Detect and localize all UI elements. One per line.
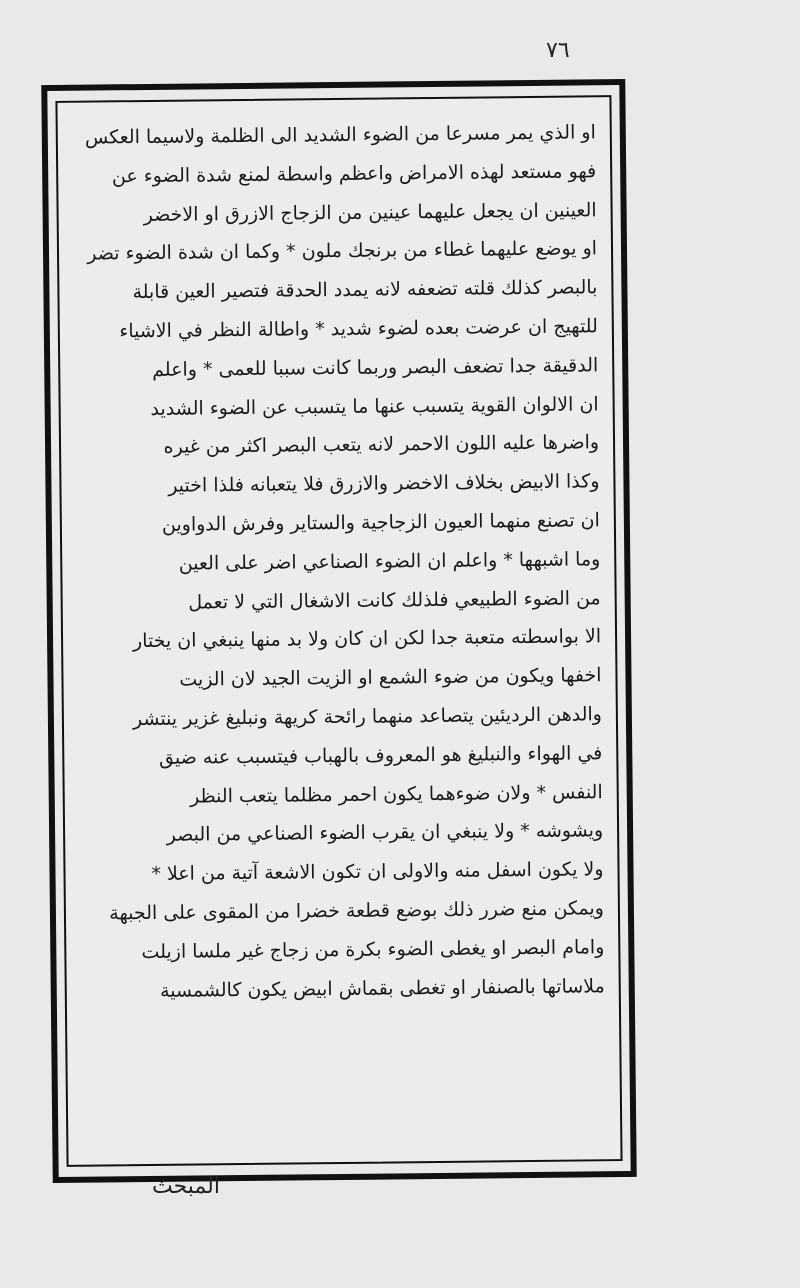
text-line: والدهن الرديئين يتصاعد منهما رائحة كريهة ونبليغ غزير ينتشر [132,703,603,731]
text-line: او يوضع عليهما غطاء من برنجك ملون * وكما ان شدة الضوء تضر [87,237,598,266]
text-line: الا بواسطته متعبة جدا لكن ان كان ولا بد منها ينبغي ان يختار [132,625,602,653]
text-line: للتهيج ان عرضت بعده لضوء شديد * واطالة النظر في الاشياء [119,315,598,343]
text-line: اخفها ويكون من ضوء الشمع او الزيت الجيد لان الزيت [179,664,602,691]
text-line: ملاساتها بالصنفار او تغطى بقماش ابيض يكون كالشمسية [159,974,605,1002]
catchword: المبحث [152,1174,220,1199]
body-text [72,113,605,1011]
text-line: ان الالوان القوية يتسبب عنها ما يتسبب عن الضوء الشديد [150,392,599,420]
page-number: ٧٦ [546,38,570,63]
text-line: النفس * ولان ضوءهما يكون احمر مظلما يتعب النظر [189,780,603,808]
text-frame-inner [55,95,622,1167]
text-line: او الذي يمر مسرعا من الضوء الشديد الى الظلمة ولاسيما العكس [84,121,596,149]
text-line: ويشوشه * ولا ينبغي ان يقرب الضوء الصناعي من البصر [166,819,604,847]
text-line: وما اشبهها * واعلم ان الضوء الصناعي اضر على العين [178,548,601,575]
text-line: وكذا الابيض بخلاف الاخضر والازرق فلا يتعبانه فلذا اختير [168,470,600,497]
text-line: فهو مستعد لهذه الامراض واعظم واسطة لمنع شدة الضوء عن [111,160,597,188]
text-line: وامام البصر او يغطى الضوء بكرة من زجاج غير ملسا ازيلت [141,935,605,963]
text-line: العينين ان يجعل عليهما عينين من الزجاج الازرق او الاخضر [143,198,597,226]
text-line: ان تصنع منهما العيون الزجاجية والستاير وفرش الدواوين [161,509,600,536]
text-line: واضرها عليه اللون الاحمر لانه يتعب البصر اكثر من غيره [163,431,600,459]
text-line: بالبصر كذلك قلته تضعفه لانه يمدد الحدقة فتصير العين قابلة [132,276,598,304]
text-line: الدقيقة جدا تضعف البصر وربما كانت سببا للعمى * واعلم [152,354,599,381]
text-line: من الضوء الطبيعي فلذلك كانت الاشغال التي لا تعمل [188,586,601,614]
text-frame-outer [41,79,636,1183]
text-line: ويمكن منع ضرر ذلك بوضع قطعة خضرا من المقوى على الجبهة [109,897,605,925]
text-line: ولا يكون اسفل منه والاولى ان تكون الاشعة آتية من اعلا * [151,858,604,886]
text-line: في الهواء والنبليغ هو المعروف بالهباب فيتسبب عنه ضيق [158,742,603,769]
